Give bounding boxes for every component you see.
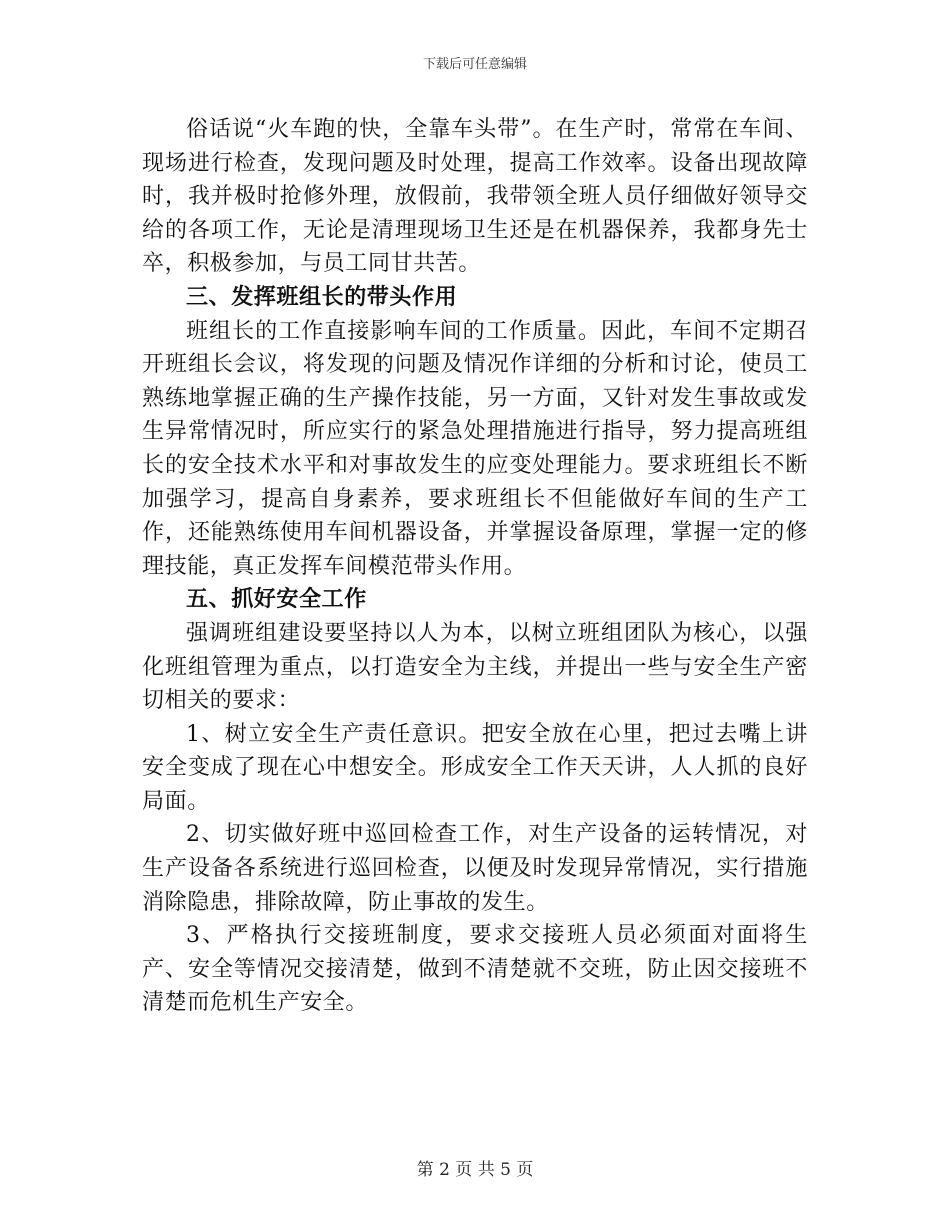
page-header: 下载后可任意编辑: [422, 57, 527, 72]
section-heading-team-leader-role: 三、发挥班组长的带头作用: [186, 283, 458, 310]
paragraph-safety-intro: 强调班组建设要坚持以人为本，以树立班组团队为核心，以强化班组管理为重点，以打造安全为主线，并提出一些与安全生产密切相关的要求：: [142, 620, 808, 714]
document-body: [142, 113, 808, 1020]
list-item-shift-handover: 3、严格执行交接班制度，要求交接班人员必须面对面将生产、安全等情况交接清楚，做到不清楚就不交班，防止因交接班不清楚而危机生产安全。: [142, 923, 808, 1016]
list-item-safety-awareness: 1、树立安全生产责任意识。把安全放在心里，把过去嘴上讲安全变成了现在心中想安全。形成安全工作天天讲，人人抓的良好局面。: [142, 721, 808, 814]
paragraph-team-leader-role: 班组长的工作直接影响车间的工作质量。因此，车间不定期召开班组长会议，将发现的问题及情况作详细的分析和讨论，使员工熟练地掌握正确的生产操作技能，另一方面，又针对发生事故或发生异常情况时，所应实行的紧急处理措施进行指导，努力提高班组长的安全技术水平和对事故发生的应变处理能力。要求班组长不断加强学习，提高自身素养，要求班组长不但能做好车间的生产工作，还能熟练使用车间机器设备，并掌握设备原理，掌握一定的修理技能，真正发挥车间模范带头作用。: [142, 318, 808, 579]
list-item-patrol-inspection: 2、切实做好班中巡回检查工作，对生产设备的运转情况，对生产设备各系统进行巡回检查，以便及时发现异常情况，实行措施消除隐患，排除故障，防止事故的发生。: [142, 822, 808, 915]
paragraph-leader-example: 俗话说“火车跑的快，全靠车头带”。在生产时，常常在车间、现场进行检查，发现问题及时处理，提高工作效率。设备出现故障时，我并极时抢修外理，放假前，我带领全班人员仔细做好领导交给的各项工作，无论是清理现场卫生还是在机器保养，我都身先士卒，积极参加，与员工同甘共苦。: [142, 117, 808, 277]
page-number-footer: 第 2 页 共 5 页: [416, 1160, 534, 1180]
section-heading-safety-work: 五、抓好安全工作: [186, 586, 367, 613]
